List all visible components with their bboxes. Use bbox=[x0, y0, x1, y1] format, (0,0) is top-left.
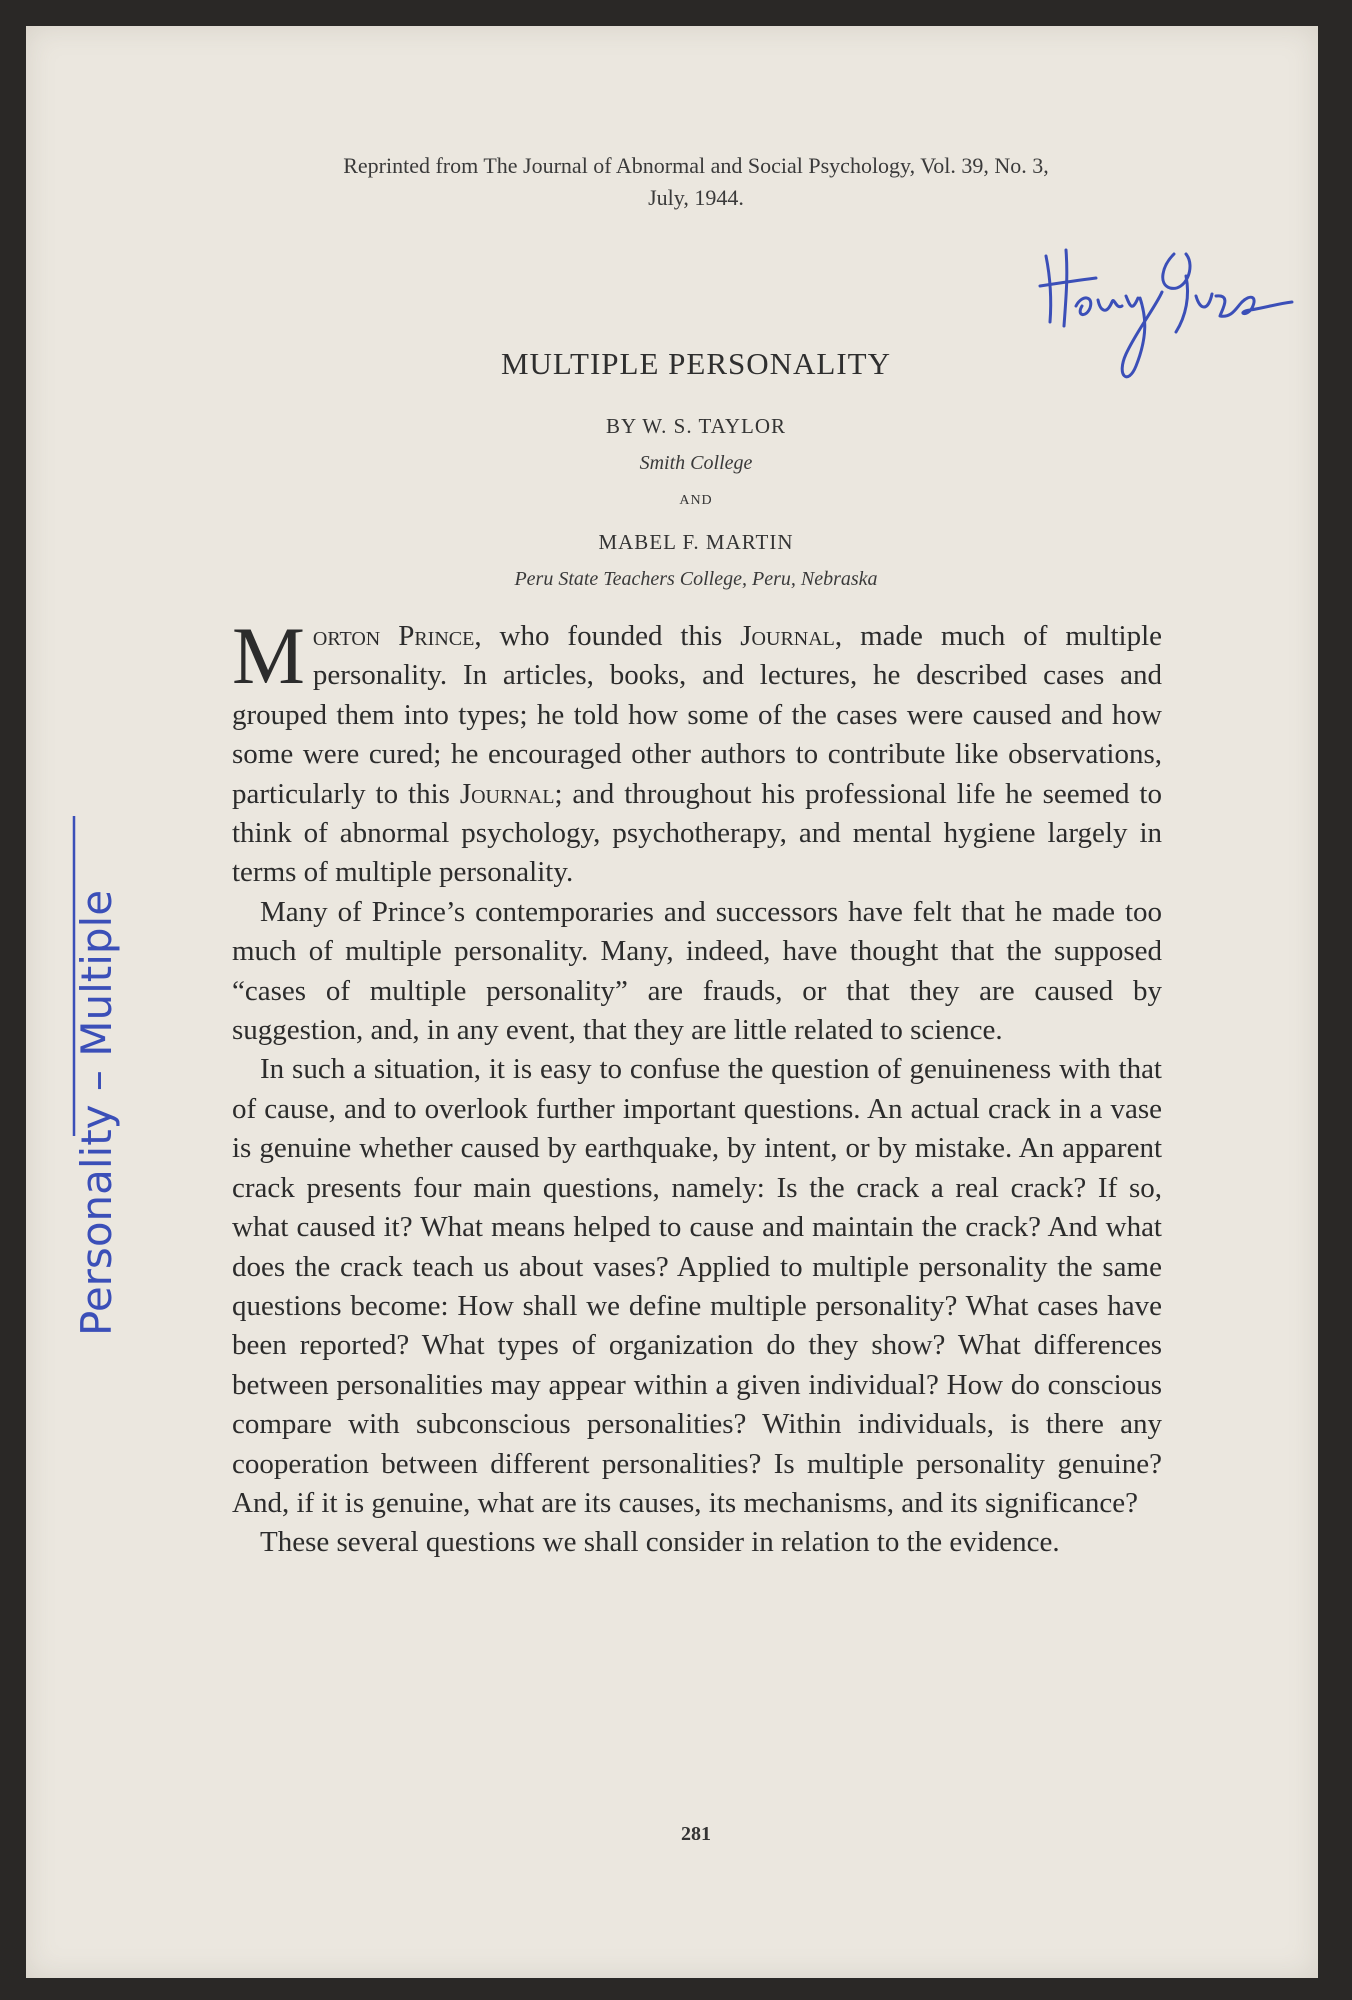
journal-reference: Journal, bbox=[740, 620, 843, 652]
reprint-line-2: July, 1944. bbox=[648, 185, 744, 210]
author-byline: BY W. S. TAYLOR bbox=[605, 414, 786, 438]
article-title: MULTIPLE PERSONALITY bbox=[500, 346, 891, 381]
paragraph-1-text-a: who founded this bbox=[481, 620, 741, 652]
paragraph-2: Many of Prince’s contemporaries and successors have felt that he made too much of multiple personality. Many, indeed, have thought that the supposed “cases of multiple personality” are frauds, or that they are caused by suggestion, and, in any event, that they are little related to science. bbox=[232, 895, 1162, 1047]
author1-affiliation: Smith College bbox=[639, 452, 753, 474]
author-conjunction: AND bbox=[679, 493, 713, 508]
author2-affiliation: Peru State Teachers College, Peru, Nebraska bbox=[514, 568, 878, 590]
page-number: 281 bbox=[681, 1823, 711, 1845]
margin-note-handwriting bbox=[66, 816, 126, 1336]
paragraph-1-text-c: and throughout his professional life he seemed to think of abnormal psychology, psychotherapy, and mental hygiene largely in terms of multiple personality. bbox=[232, 777, 1162, 889]
paragraph-4: These several questions we shall consider in relation to the evidence. bbox=[260, 1526, 1060, 1559]
paragraph-1-text-b: made much of multiple personality. In articles, books, and lectures, he described cases and grouped them into types; he told how some of the cases were caused and how some were cured; he encouraged other authors to contribute like observations, particularly to this bbox=[232, 620, 1162, 810]
reprint-line-1: Reprinted from The Journal of Abnormal and Social Psychology, Vol. 39, No. 3, bbox=[343, 153, 1049, 178]
article-body bbox=[232, 610, 1162, 1563]
second-author: MABEL F. MARTIN bbox=[598, 530, 794, 554]
paragraph-3: In such a situation, it is easy to confuse the question of genuineness with that of cause, and to overlook further important questions. An actual crack in a vase is genuine whether caused by earthquake, by intent, or by mistake. An apparent crack presents four main questions, namely: Is the crack a real crack? If so, what caused it? What means helped to cause and maintain the crack? And what does the crack teach us about vases? Applied to multiple personality the same questions become: How shall we define multiple personality? What cases have been reported? What types of organization do they show? What differences between personalities may appear within a given individual? How do conscious compare with subconscious personalities? Within individuals, is there any cooperation between different personalities? Is multiple personality genuine? And, if it is genuine, what are its causes, its mechanisms, and its significance? bbox=[232, 1053, 1162, 1519]
handwritten-signature bbox=[1036, 236, 1296, 406]
paragraph-1 bbox=[232, 610, 1162, 893]
journal-reference-2: Journal; bbox=[459, 777, 563, 810]
document-page bbox=[26, 26, 1318, 1978]
paragraph-1-opening: orton Prince, bbox=[312, 620, 482, 652]
reprint-notice bbox=[226, 150, 1166, 214]
drop-cap: M bbox=[232, 610, 305, 701]
margin-note-text: Personality – Multiple bbox=[72, 889, 121, 1336]
